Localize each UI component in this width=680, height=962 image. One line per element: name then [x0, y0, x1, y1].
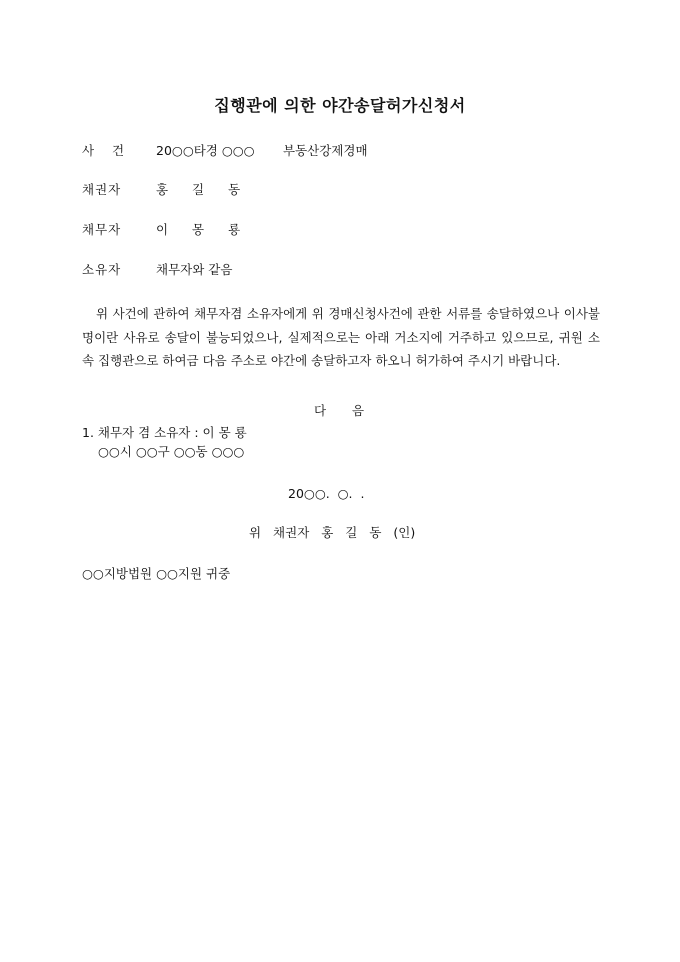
- next-heading: 다 음: [314, 403, 365, 418]
- item-address: ○○시 ○○구 ○○동 ○○○: [98, 444, 245, 459]
- owner-label: 소유자: [82, 262, 122, 277]
- case-number: 20○○타경 ○○○: [156, 143, 255, 158]
- document-title: 집행관에 의한 야간송달허가신청서: [214, 96, 466, 115]
- court-addressee: ○○지방법원 ○○지원 귀중: [82, 566, 231, 581]
- case-label: 사 건: [82, 143, 125, 158]
- body-paragraph: 위 사건에 관하여 채무자겸 소유자에게 위 경매신청사건에 관한 서류를 송달하였으나 이사불명이란 사유로 송달이 불능되었으나, 실제적으로는 아래 거소지에 거주하고 있으므로, 귀원 소속 집행관으로 하여금 다음 주소로 야간에 송달하고자 하오니 허가하여 주시기 바랍니다.: [82, 306, 600, 368]
- debtor-label: 채무자: [82, 222, 122, 237]
- document-date: 20○○. ○. .: [288, 486, 365, 501]
- creditor-label: 채권자: [82, 182, 122, 197]
- debtor-name: 이 몽 룡: [156, 222, 241, 237]
- item-label: 1. 채무자 겸 소유자 : 이 몽 룡: [82, 425, 247, 440]
- case-type: 부동산강제경매: [283, 143, 368, 158]
- creditor-name: 홍 길 동: [156, 182, 241, 197]
- owner-value: 채무자와 같음: [156, 262, 233, 277]
- signature-line: 위 채권자 홍 길 동 (인): [249, 525, 416, 540]
- body-paragraph-container: [82, 302, 600, 373]
